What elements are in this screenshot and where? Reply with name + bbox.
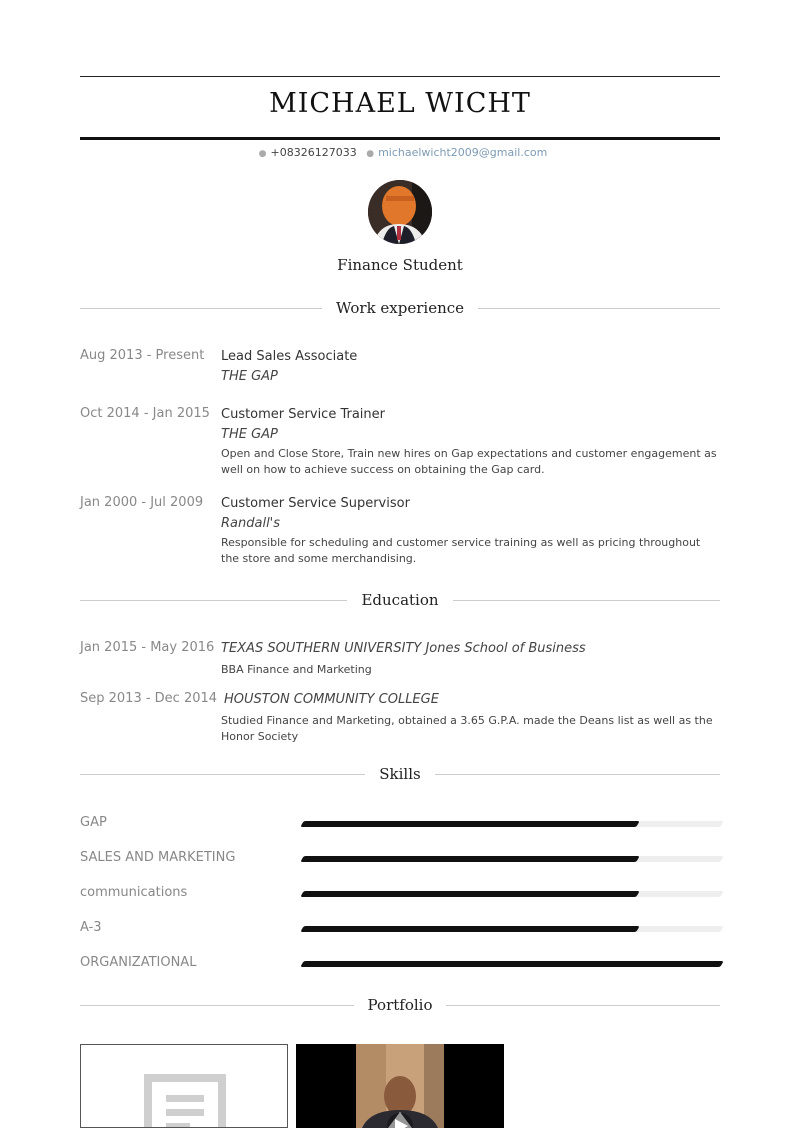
resume-page xyxy=(80,0,720,1128)
skill-name: A-3 xyxy=(80,920,102,935)
top-rule xyxy=(80,76,720,77)
education-description: Studied Finance and Marketing, obtained a 3.65 G.P.A. made the Deans list as well as the Honor Society xyxy=(221,714,713,743)
skill-bar-fill xyxy=(300,891,639,897)
contact-line xyxy=(80,146,720,159)
portfolio-item-video[interactable] xyxy=(296,1044,504,1128)
skill-name: ORGANIZATIONAL xyxy=(80,955,197,970)
skill-name: GAP xyxy=(80,815,107,830)
email-link[interactable]: michaelwicht2009@gmail.com xyxy=(378,146,548,159)
phone-number[interactable]: +08326127033 xyxy=(270,146,357,159)
document-icon xyxy=(81,1045,288,1128)
education-date: Jan 2015 - May 2016 xyxy=(80,640,215,655)
section-title-portfolio: Portfolio xyxy=(80,995,720,1015)
employer: Randall's xyxy=(221,516,281,531)
employer: THE GAP xyxy=(221,369,278,384)
section-title-skills: Skills xyxy=(80,764,720,784)
degree: BBA Finance and Marketing xyxy=(221,663,372,676)
job-title: Customer Service Trainer xyxy=(221,407,385,422)
section-title-education: Education xyxy=(80,590,720,610)
headline: Finance Student xyxy=(337,256,463,274)
work-date: Oct 2014 - Jan 2015 xyxy=(80,406,210,421)
skill-bar-fill xyxy=(300,856,639,862)
skill-row xyxy=(80,815,722,831)
skill-bar-fill xyxy=(300,926,639,932)
name-underline xyxy=(80,137,720,140)
job-title: Lead Sales Associate xyxy=(221,349,358,364)
skill-bar xyxy=(300,926,723,932)
skill-row xyxy=(80,955,722,971)
skill-row xyxy=(80,885,722,901)
section-title-work: Work experience xyxy=(80,298,720,318)
video-thumbnail xyxy=(296,1044,504,1128)
job-title: Customer Service Supervisor xyxy=(221,496,410,511)
skill-bar-fill xyxy=(300,961,723,967)
avatar xyxy=(368,180,432,244)
school-name: TEXAS SOUTHERN UNIVERSITY Jones School of Business xyxy=(221,641,586,656)
candidate-name: MICHAEL WICHT xyxy=(269,88,531,119)
bullet-icon: ● xyxy=(366,149,375,159)
portfolio-item-document[interactable] xyxy=(80,1044,288,1128)
skill-row xyxy=(80,920,722,936)
work-date: Aug 2013 - Present xyxy=(80,348,205,363)
employer: THE GAP xyxy=(221,427,278,442)
skill-row xyxy=(80,850,722,866)
skill-name: communications xyxy=(80,885,188,900)
school-name: HOUSTON COMMUNITY COLLEGE xyxy=(224,692,439,707)
job-description: Responsible for scheduling and customer service training as well as pricing throughout the store and some merchandising. xyxy=(221,536,701,565)
skill-name: SALES AND MARKETING xyxy=(80,850,236,865)
skill-bar xyxy=(300,856,723,862)
bullet-icon: ● xyxy=(258,149,267,159)
skill-bar xyxy=(300,821,723,827)
job-description: Open and Close Store, Train new hires on Gap expectations and customer engagement as well on how to achieve success on obtaining the Gap card. xyxy=(221,447,717,476)
education-date: Sep 2013 - Dec 2014 xyxy=(80,691,218,706)
skill-bar xyxy=(300,961,723,967)
skill-bar-fill xyxy=(300,821,639,827)
work-date: Jan 2000 - Jul 2009 xyxy=(80,495,204,510)
skill-bar xyxy=(300,891,723,897)
